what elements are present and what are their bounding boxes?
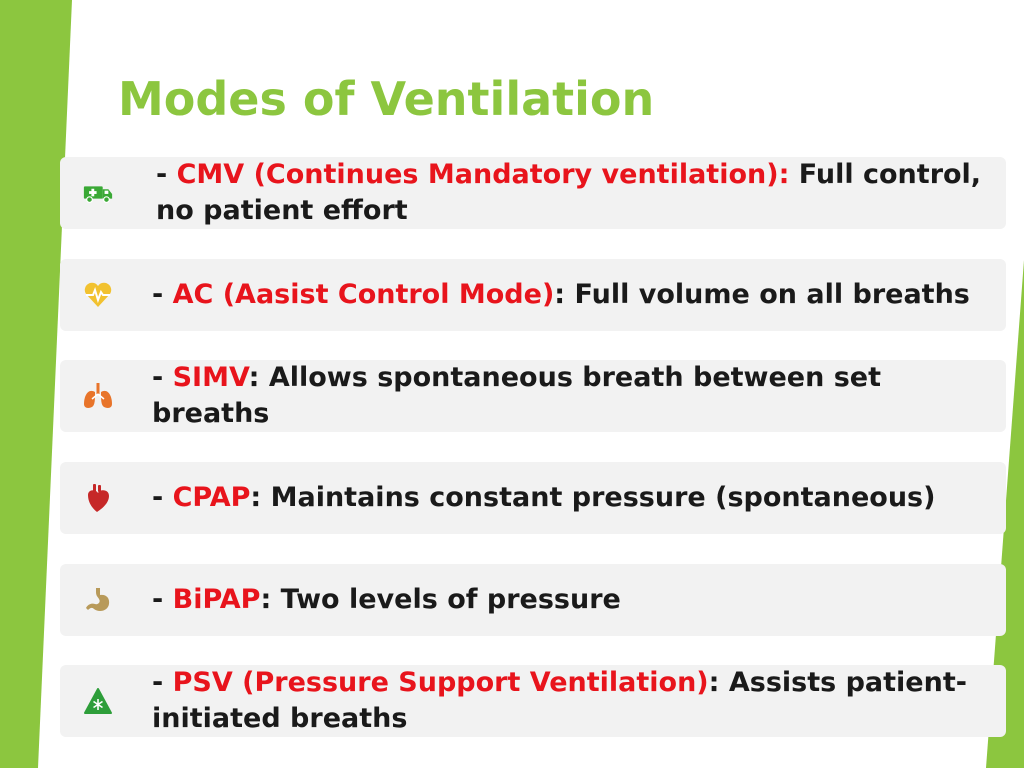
ambulance-icon [82,177,114,209]
list-item-ac [60,259,1006,331]
list-item-bipap [60,564,1006,636]
item-term: PSV (Pressure Support Ventilation) [172,667,709,698]
slide-title: Modes of Ventilation [118,72,655,126]
item-term: SIMV [172,362,249,393]
list-item-cpap [60,462,1006,534]
heart-organ-icon [82,482,114,514]
item-term: CMV (Continues Mandatory ventilation): [176,159,790,190]
lungs-icon [82,380,114,412]
list-item-psv [60,665,1006,737]
item-text: - AC (Aasist Control Mode): Full volume on all breaths [152,279,970,310]
item-text: - CMV (Continues Mandatory ventilation): Full control, no patient effort [156,159,982,226]
item-term: BiPAP [172,584,261,615]
item-text: - CPAP: Maintains constant pressure (spontaneous) [152,482,936,513]
item-term: AC (Aasist Control Mode) [172,279,555,310]
item-text: - PSV (Pressure Support Ventilation): Assists patient-initiated breaths [152,667,967,734]
list-item-simv [60,360,1006,432]
heart-pulse-icon [82,279,114,311]
hazard-snowflake-icon [82,685,114,717]
item-text: - BiPAP: Two levels of pressure [152,584,621,615]
item-term: CPAP [172,482,251,513]
list-item-cmv [60,157,1006,229]
stomach-icon [82,584,114,616]
item-text: - SIMV: Allows spontaneous breath between set breaths [152,362,882,429]
